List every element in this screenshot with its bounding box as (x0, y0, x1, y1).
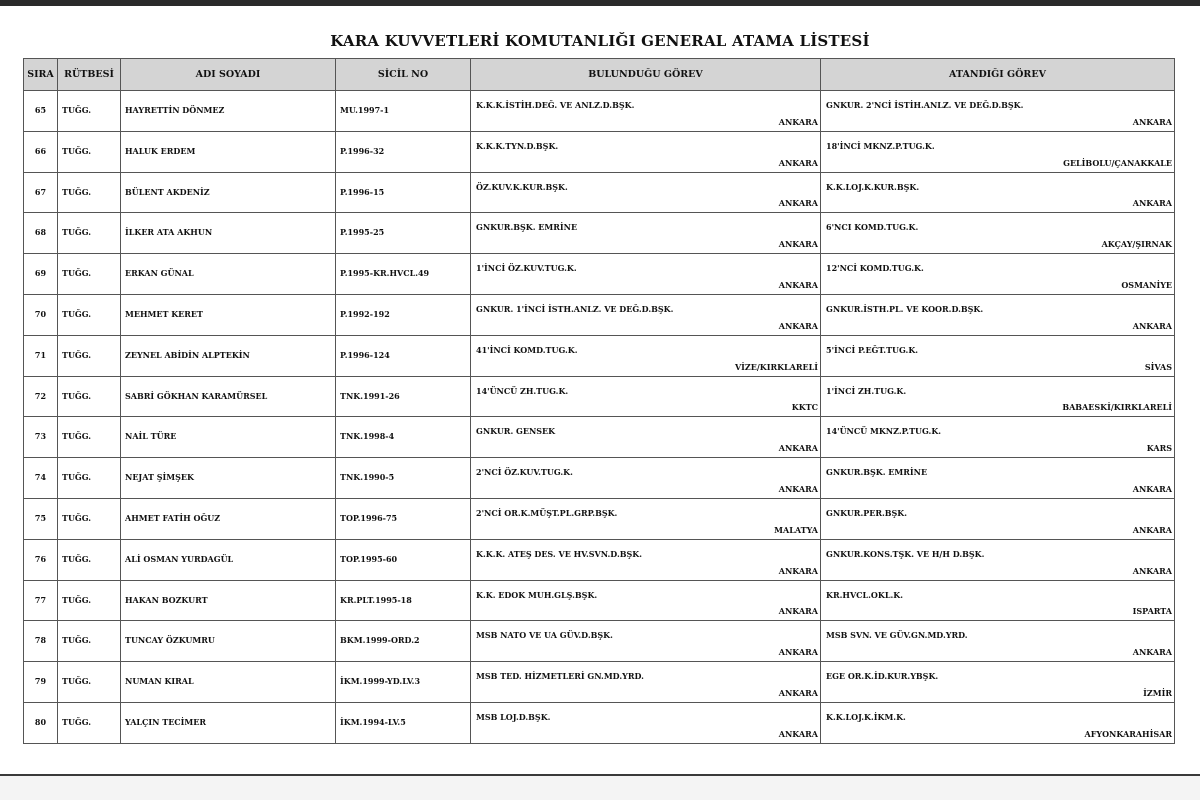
cell-rutbe: TUĞG. (58, 213, 121, 254)
cell-sira: 79 (24, 662, 58, 703)
cell-current-duty-text: MSB LOJ.D.BŞK. (476, 711, 551, 722)
cell-sicil: P.1992-192 (336, 294, 471, 335)
document-title: KARA KUVVETLERİ KOMUTANLIĞI GENERAL ATAMA LİSTESİ (330, 32, 870, 50)
cell-assigned-duty-text: 5'İNCİ P.EĞT.TUG.K. (826, 344, 919, 355)
header-sicil: SİCİL NO (336, 59, 471, 91)
cell-name: NEJAT ŞİMŞEK (121, 458, 336, 499)
table-row (24, 131, 1175, 172)
cell-current-duty-text: 14'ÜNCÜ ZH.TUG.K. (476, 385, 569, 396)
cell-sicil: İKM.1994-LV.5 (336, 702, 471, 743)
cell-assigned-duty-text: GNKUR.İSTH.PL. VE KOOR.D.BŞK. (826, 303, 984, 314)
cell-name: İLKER ATA AKHUN (121, 213, 336, 254)
cell-assigned-duty (821, 213, 1175, 254)
cell-sicil: TOP.1996-75 (336, 498, 471, 539)
cell-name: ALİ OSMAN YURDAGÜL (121, 539, 336, 580)
table-row (24, 254, 1175, 295)
scan-top-border (0, 0, 1200, 6)
cell-name: NAİL TÜRE (121, 417, 336, 458)
cell-rutbe: TUĞG. (58, 376, 121, 417)
cell-assigned-duty-text: KR.HVCL.OKL.K. (826, 589, 903, 600)
cell-assigned-duty (821, 702, 1175, 743)
header-current-duty: BULUNDUĞU GÖREV (471, 59, 821, 91)
cell-sicil: P.1995-25 (336, 213, 471, 254)
cell-assigned-duty-text: K.K.LOJ.K.İKM.K. (826, 711, 906, 722)
cell-current-duty (471, 335, 821, 376)
cell-name: ERKAN GÜNAL (121, 254, 336, 295)
cell-current-duty-location: VİZE/KIRKLARELİ (734, 361, 818, 372)
cell-assigned-duty-location: KARS (1146, 443, 1172, 454)
cell-assigned-duty-location: ANKARA (1132, 198, 1172, 209)
cell-sicil: P.1996-32 (336, 131, 471, 172)
header-sira: SIRA (24, 59, 58, 91)
cell-assigned-duty (821, 335, 1175, 376)
cell-current-duty-text: MSB TED. HİZMETLERİ GN.MD.YRD. (476, 671, 644, 682)
cell-assigned-duty-text: 1'İNCİ ZH.TUG.K. (826, 385, 907, 396)
cell-sira: 66 (24, 131, 58, 172)
cell-assigned-duty-text: 6'NCI KOMD.TUG.K. (826, 222, 919, 233)
cell-current-duty-location: ANKARA (778, 443, 818, 454)
table-row (24, 580, 1175, 621)
cell-current-duty-location: ANKARA (778, 198, 818, 209)
cell-assigned-duty (821, 131, 1175, 172)
cell-name: SABRİ GÖKHAN KARAMÜRSEL (121, 376, 336, 417)
cell-assigned-duty (821, 580, 1175, 621)
cell-assigned-duty-text: K.K.LOJ.K.KUR.BŞK. (826, 181, 920, 192)
table-row (24, 294, 1175, 335)
cell-rutbe: TUĞG. (58, 702, 121, 743)
cell-current-duty (471, 91, 821, 132)
cell-name: TUNCAY ÖZKUMRU (121, 621, 336, 662)
cell-sicil: TOP.1995-60 (336, 539, 471, 580)
cell-assigned-duty (821, 498, 1175, 539)
cell-assigned-duty-location: GELİBOLU/ÇANAKKALE (1063, 157, 1172, 168)
cell-current-duty-location: ANKARA (778, 116, 818, 127)
cell-current-duty (471, 213, 821, 254)
cell-assigned-duty-location: ISPARTA (1132, 606, 1172, 617)
cell-assigned-duty-text: 14'ÜNCÜ MKNZ.P.TUG.K. (826, 426, 942, 437)
cell-assigned-duty (821, 458, 1175, 499)
cell-current-duty-text: ÖZ.KUV.K.KUR.BŞK. (476, 181, 568, 192)
cell-assigned-duty-location: ANKARA (1132, 647, 1172, 658)
cell-sira: 71 (24, 335, 58, 376)
cell-rutbe: TUĞG. (58, 580, 121, 621)
cell-current-duty-location: MALATYA (774, 524, 818, 535)
cell-sira: 76 (24, 539, 58, 580)
cell-sicil: P.1996-15 (336, 172, 471, 213)
cell-current-duty-text: K.K.K.İSTİH.DEĞ. VE ANLZ.D.BŞK. (476, 100, 635, 110)
cell-assigned-duty-location: ANKARA (1132, 116, 1172, 127)
cell-assigned-duty (821, 662, 1175, 703)
cell-sicil: TNK.1990-5 (336, 458, 471, 499)
cell-sicil: TNK.1998-4 (336, 417, 471, 458)
cell-rutbe: TUĞG. (58, 131, 121, 172)
cell-assigned-duty-text: GNKUR.BŞK. EMRİNE (826, 467, 928, 478)
cell-current-duty-location: ANKARA (778, 728, 818, 739)
table-row (24, 662, 1175, 703)
cell-name: HAKAN BOZKURT (121, 580, 336, 621)
header-name: ADI SOYADI (121, 59, 336, 91)
cell-sira: 67 (24, 172, 58, 213)
cell-assigned-duty-text: GNKUR.PER.BŞK. (826, 507, 908, 518)
cell-current-duty (471, 498, 821, 539)
cell-assigned-duty-text: MSB SVN. VE GÜV.GN.MD.YRD. (826, 630, 968, 641)
table-row (24, 376, 1175, 417)
cell-sira: 74 (24, 458, 58, 499)
cell-assigned-duty (821, 539, 1175, 580)
cell-rutbe: TUĞG. (58, 498, 121, 539)
cell-rutbe: TUĞG. (58, 662, 121, 703)
cell-sicil: KR.PLT.1995-18 (336, 580, 471, 621)
cell-sira: 75 (24, 498, 58, 539)
cell-current-duty-text: 2'NCİ OR.K.MÜŞT.PL.GRP.BŞK. (476, 507, 618, 518)
cell-current-duty (471, 254, 821, 295)
cell-current-duty (471, 662, 821, 703)
cell-sira: 70 (24, 294, 58, 335)
cell-current-duty-location: KKTC (791, 402, 818, 413)
table-row (24, 335, 1175, 376)
cell-assigned-duty (821, 254, 1175, 295)
cell-current-duty-text: MSB NATO VE UA GÜV.D.BŞK. (476, 630, 613, 641)
cell-rutbe: TUĞG. (58, 172, 121, 213)
cell-current-duty (471, 294, 821, 335)
assignment-table (23, 58, 1175, 744)
cell-current-duty-text: GNKUR. 1'İNCİ İSTH.ANLZ. VE DEĞ.D.BŞK. (476, 303, 674, 314)
scan-bottom-margin (0, 776, 1200, 800)
cell-current-duty-text: 1'İNCİ ÖZ.KUV.TUG.K. (476, 263, 577, 274)
cell-current-duty (471, 172, 821, 213)
cell-sira: 78 (24, 621, 58, 662)
table-row (24, 213, 1175, 254)
cell-current-duty-location: ANKARA (778, 483, 818, 494)
cell-current-duty-location: ANKARA (778, 565, 818, 576)
cell-assigned-duty-location: OSMANİYE (1121, 279, 1172, 290)
header-rutbe: RÜTBESİ (58, 59, 121, 91)
cell-sicil: MU.1997-1 (336, 91, 471, 132)
cell-sira: 72 (24, 376, 58, 417)
table-row (24, 498, 1175, 539)
cell-name: YALÇIN TECİMER (121, 702, 336, 743)
table-header-row (24, 59, 1175, 91)
cell-rutbe: TUĞG. (58, 91, 121, 132)
cell-current-duty-text: GNKUR. GENSEK (476, 426, 556, 437)
cell-assigned-duty-text: GNKUR.KONS.TŞK. VE H/H D.BŞK. (826, 548, 985, 559)
cell-current-duty-text: GNKUR.BŞK. EMRİNE (476, 222, 578, 233)
cell-assigned-duty-location: ANKARA (1132, 320, 1172, 331)
cell-current-duty-location: ANKARA (778, 239, 818, 250)
cell-current-duty-location: ANKARA (778, 320, 818, 331)
cell-name: ZEYNEL ABİDİN ALPTEKİN (121, 335, 336, 376)
cell-assigned-duty-location: İZMİR (1143, 687, 1172, 698)
table-row (24, 702, 1175, 743)
cell-assigned-duty (821, 91, 1175, 132)
cell-sicil: P.1995-KR.HVCL.49 (336, 254, 471, 295)
cell-assigned-duty-text: GNKUR. 2'NCİ İSTİH.ANLZ. VE DEĞ.D.BŞK. (826, 100, 1024, 110)
cell-current-duty-text: 2'NCİ ÖZ.KUV.TUG.K. (476, 467, 573, 478)
cell-rutbe: TUĞG. (58, 294, 121, 335)
cell-sira: 69 (24, 254, 58, 295)
cell-current-duty-location: ANKARA (778, 687, 818, 698)
cell-current-duty-location: ANKARA (778, 647, 818, 658)
cell-assigned-duty (821, 417, 1175, 458)
cell-assigned-duty (821, 376, 1175, 417)
cell-current-duty (471, 702, 821, 743)
cell-rutbe: TUĞG. (58, 254, 121, 295)
cell-sicil: İKM.1999-YD.LV.3 (336, 662, 471, 703)
cell-assigned-duty-text: 12'NCİ KOMD.TUG.K. (826, 263, 924, 274)
cell-rutbe: TUĞG. (58, 539, 121, 580)
cell-assigned-duty-location: AFYONKARAHİSAR (1084, 728, 1172, 739)
cell-sira: 80 (24, 702, 58, 743)
table-row (24, 172, 1175, 213)
cell-assigned-duty-location: BABAESKİ/KIRKLARELİ (1062, 402, 1172, 413)
cell-assigned-duty-location: ANKARA (1132, 565, 1172, 576)
cell-current-duty-text: K.K.K.TYN.D.BŞK. (476, 140, 559, 151)
cell-assigned-duty-location: AKÇAY/ŞIRNAK (1101, 239, 1172, 250)
cell-assigned-duty (821, 294, 1175, 335)
cell-name: BÜLENT AKDENİZ (121, 172, 336, 213)
cell-assigned-duty-text: 18'İNCİ MKNZ.P.TUG.K. (826, 140, 935, 151)
cell-assigned-duty (821, 621, 1175, 662)
table-row (24, 458, 1175, 499)
cell-current-duty (471, 458, 821, 499)
cell-rutbe: TUĞG. (58, 335, 121, 376)
cell-name: HAYRETTİN DÖNMEZ (121, 91, 336, 132)
table-row (24, 91, 1175, 132)
cell-rutbe: TUĞG. (58, 621, 121, 662)
cell-name: HALUK ERDEM (121, 131, 336, 172)
cell-rutbe: TUĞG. (58, 458, 121, 499)
cell-current-duty (471, 539, 821, 580)
cell-current-duty (471, 621, 821, 662)
cell-rutbe: TUĞG. (58, 417, 121, 458)
cell-assigned-duty-location: SİVAS (1144, 361, 1172, 372)
cell-name: AHMET FATİH OĞUZ (121, 498, 336, 539)
cell-name: NUMAN KIRAL (121, 662, 336, 703)
cell-sira: 73 (24, 417, 58, 458)
cell-assigned-duty-text: EGE OR.K.İD.KUR.YBŞK. (826, 671, 939, 682)
cell-current-duty (471, 131, 821, 172)
cell-assigned-duty-location: ANKARA (1132, 483, 1172, 494)
cell-current-duty-text: K.K. EDOK MUH.GLŞ.BŞK. (476, 589, 598, 600)
cell-name: MEHMET KERET (121, 294, 336, 335)
cell-current-duty (471, 580, 821, 621)
cell-sicil: P.1996-124 (336, 335, 471, 376)
cell-current-duty (471, 376, 821, 417)
header-assigned-duty: ATANDIĞI GÖREV (821, 59, 1175, 91)
cell-sira: 68 (24, 213, 58, 254)
cell-assigned-duty-location: ANKARA (1132, 524, 1172, 535)
cell-current-duty-text: 41'İNCİ KOMD.TUG.K. (476, 344, 578, 355)
cell-current-duty-text: K.K.K. ATEŞ DES. VE HV.SVN.D.BŞK. (476, 548, 643, 559)
table-row (24, 417, 1175, 458)
cell-current-duty (471, 417, 821, 458)
cell-sira: 77 (24, 580, 58, 621)
cell-assigned-duty (821, 172, 1175, 213)
cell-current-duty-location: ANKARA (778, 157, 818, 168)
cell-sicil: TNK.1991-26 (336, 376, 471, 417)
cell-sira: 65 (24, 91, 58, 132)
cell-sicil: BKM.1999-ORD.2 (336, 621, 471, 662)
cell-current-duty-location: ANKARA (778, 279, 818, 290)
table-row (24, 621, 1175, 662)
table-row (24, 539, 1175, 580)
cell-current-duty-location: ANKARA (778, 606, 818, 617)
